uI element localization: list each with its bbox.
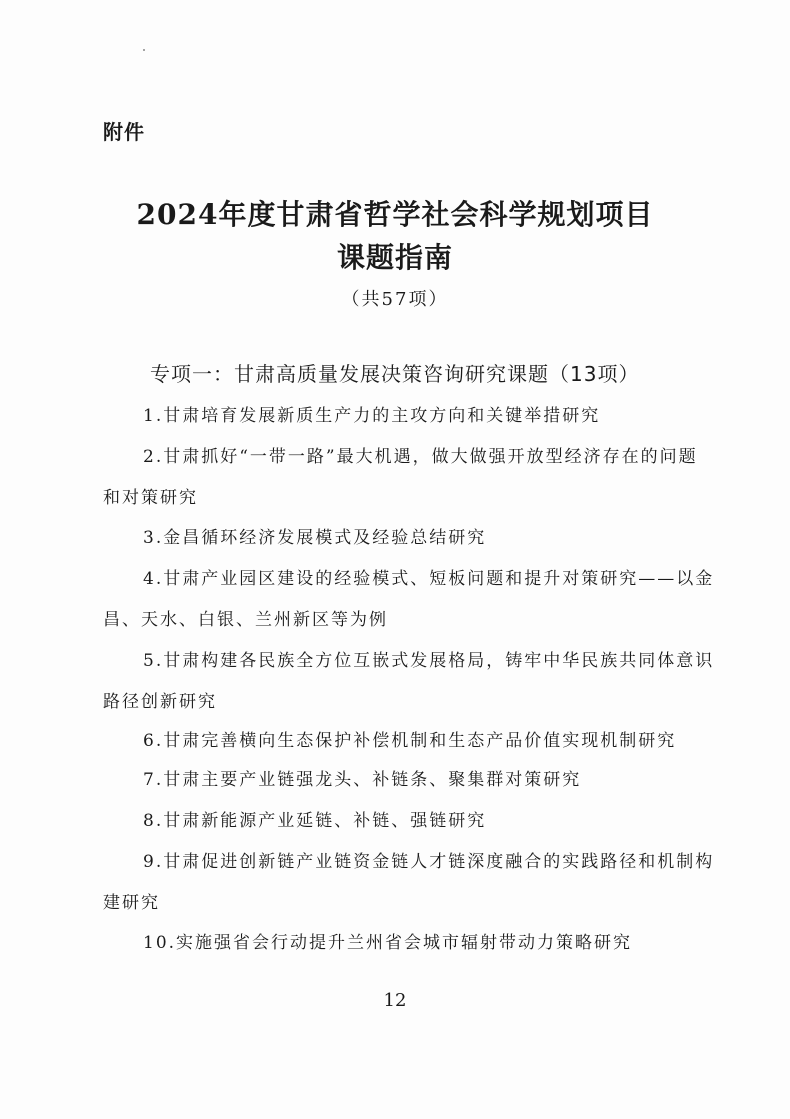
topic-item-9-cont: 建研究: [103, 893, 160, 913]
topic-item-5: 5.甘肃构建各民族全方位互嵌式发展格局，铸牢中华民族共同体意识: [143, 651, 715, 671]
topic-item-3: 3.金昌循环经济发展模式及经验总结研究: [143, 528, 487, 548]
topic-item-4-cont: 昌、天水、白银、兰州新区等为例: [103, 610, 388, 630]
topic-item-6: 6.甘肃完善横向生态保护补偿机制和生态产品价值实现机制研究: [143, 731, 677, 751]
item-count: （共57项）: [341, 289, 449, 310]
topic-item-10: 10.实施强省会行动提升兰州省会城市辐射带动力策略研究: [143, 933, 633, 953]
topic-item-2-cont: 和对策研究: [103, 488, 198, 508]
topic-item-8: 8.甘肃新能源产业延链、补链、强链研究: [143, 811, 487, 831]
document-title-line2: 课题指南: [336, 241, 453, 274]
topic-item-1: 1.甘肃培育发展新质生产力的主攻方向和关键举措研究: [143, 406, 601, 426]
topic-item-9: 9.甘肃促进创新链产业链资金链人才链深度融合的实践路径和机制构: [143, 852, 715, 872]
topic-item-5-cont: 路径创新研究: [103, 692, 217, 712]
topic-item-4: 4.甘肃产业园区建设的经验模式、短板问题和提升对策研究——以金: [143, 569, 715, 589]
page-number: 12: [383, 990, 407, 1011]
topic-item-7: 7.甘肃主要产业链强龙头、补链条、聚集群对策研究: [143, 770, 582, 790]
scan-speck: [143, 49, 145, 51]
section-heading: 专项一：甘肃高质量发展决策咨询研究课题（13项）: [150, 362, 640, 386]
topic-item-2: 2.甘肃抓好“一带一路”最大机遇，做大做强开放型经济存在的问题: [143, 447, 698, 467]
document-title-line1: 2024年度甘肃省哲学社会科学规划项目: [136, 198, 654, 231]
attachment-label: 附件: [103, 120, 145, 144]
